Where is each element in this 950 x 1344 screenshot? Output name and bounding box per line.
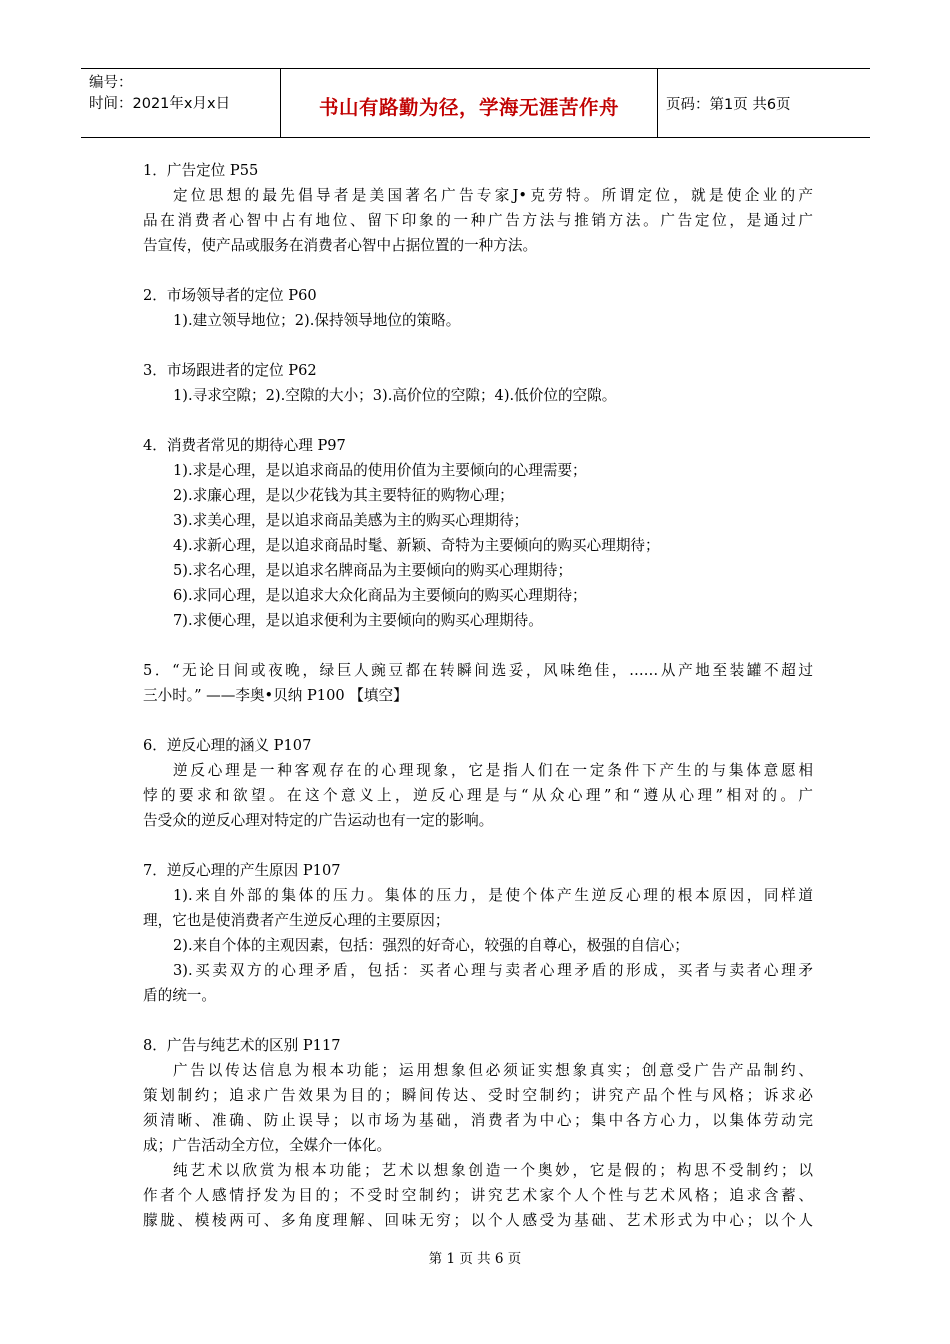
text-line: 5).求名心理，是以追求名牌商品为主要倾向的购买心理期待； [173,562,573,579]
paragraph-gap [143,258,813,283]
paragraph-gap [143,633,813,658]
paragraph-gap [143,833,813,858]
text-line: 作者个人感情抒发为目的；不受时空制约；讲究艺术家个人个性与艺术风格；追求含蓄、 [143,1187,813,1204]
page-footer: 第 1 页 共 6 页 [428,1251,522,1267]
text-line: 告受众的逆反心理对特定的广告运动也有一定的影响。 [143,812,494,829]
text-line: 7．逆反心理的产生原因 P107 [143,862,341,879]
paragraph-gap [143,1008,813,1033]
text-line: 须清晰、准确、防止误导；以市场为基础，消费者为中心；集中各方心力，以集体劳动完 [143,1112,813,1129]
text-line: 7).求便心理，是以追求便利为主要倾向的购买心理期待。 [173,612,543,629]
page-info: 页码：第1页 共6页 [666,96,791,113]
header-motto: 书山有路勤为径，学海无涯苦作舟 [318,96,619,119]
text-line: 1．广告定位 P55 [143,162,259,179]
text-line: 成；广告活动全方位，全媒介一体化。 [143,1137,392,1154]
text-line: 1).建立领导地位；2).保持领导地位的策略。 [173,312,461,329]
text-line: 定位思想的最先倡导者是美国著名广告专家J•克劳特。所谓定位，就是使企业的产 [173,187,813,204]
text-line: 逆反心理是一种客观存在的心理现象，它是指人们在一定条件下产生的与集体意愿相 [173,762,813,779]
text-line: 悖的要求和欲望。在这个意义上，逆反心理是与“从众心理”和“遵从心理”相对的。广 [143,787,813,804]
text-line: 纯艺术以欣赏为根本功能；艺术以想象创造一个奥妙，它是假的；构思不受制约；以 [173,1162,813,1179]
text-line: 1).来自外部的集体的压力。集体的压力，是使个体产生逆反心理的根本原因，同样道 [173,887,813,904]
text-line: 1).求是心理，是以追求商品的使用价值为主要倾向的心理需要； [173,462,587,479]
text-line: 朦胧、模棱两可、多角度理解、回味无穷；以个人感受为基础、艺术形式为中心；以个人 [143,1212,813,1229]
text-line: 品在消费者心智中占有地位、留下印象的一种广告方法与推销方法。广告定位，是通过广 [143,212,813,229]
text-line: 3).求美心理，是以追求商品美感为主的购买心理期待； [173,512,529,529]
text-line: 2).求廉心理，是以少花钱为其主要特征的购物心理； [173,487,514,504]
paragraph-gap [143,333,813,358]
text-line: 理，它也是使消费者产生逆反心理的主要原因； [143,912,450,929]
text-line: 盾的统一。 [143,987,216,1004]
text-line: 2．市场领导者的定位 P60 [143,287,317,304]
header-right-cell [658,69,870,137]
header-table [81,68,870,138]
date-label: 时间：2021年x月x日 [89,96,231,112]
number-label: 编号： [89,75,133,91]
text-line: 8．广告与纯艺术的区别 P117 [143,1037,341,1054]
paragraph-gap [143,408,813,433]
text-line: 5．“无论日间或夜晚，绿巨人豌豆都在转瞬间选妥，风味绝佳，……从产地至装罐不超过 [143,662,813,679]
text-line: 4).求新心理，是以追求商品时髦、新颖、奇特为主要倾向的购买心理期待； [173,537,660,554]
text-line: 广告以传达信息为根本功能；运用想象但必须证实想象真实；创意受广告产品制约、 [173,1062,813,1079]
text-line: 3).买卖双方的心理矛盾，包括：买者心理与卖者心理矛盾的形成，买者与卖者心理矛 [173,962,813,979]
document-body [143,158,813,1233]
text-line: 三小时。” ——李奥•贝纳 P100 【填空】 [143,687,408,704]
text-line: 策划制约；追求广告效果为目的；瞬间传达、受时空制约；讲究产品个性与风格；诉求必 [143,1087,813,1104]
text-line: 4．消费者常见的期待心理 P97 [143,437,346,454]
paragraph-gap [143,708,813,733]
header-middle-cell [281,69,658,137]
text-line: 1).寻求空隙；2).空隙的大小；3).高价位的空隙；4).低价位的空隙。 [173,387,617,404]
text-line: 6．逆反心理的涵义 P107 [143,737,312,754]
header-left-cell [81,69,281,137]
text-line: 6).求同心理，是以追求大众化商品为主要倾向的购买心理期待； [173,587,587,604]
text-line: 2).来自个体的主观因素，包括：强烈的好奇心，较强的自尊心，极强的自信心； [173,937,689,954]
text-line: 告宣传，使产品或服务在消费者心智中占据位置的一种方法。 [143,237,538,254]
text-line: 3．市场跟进者的定位 P62 [143,362,317,379]
